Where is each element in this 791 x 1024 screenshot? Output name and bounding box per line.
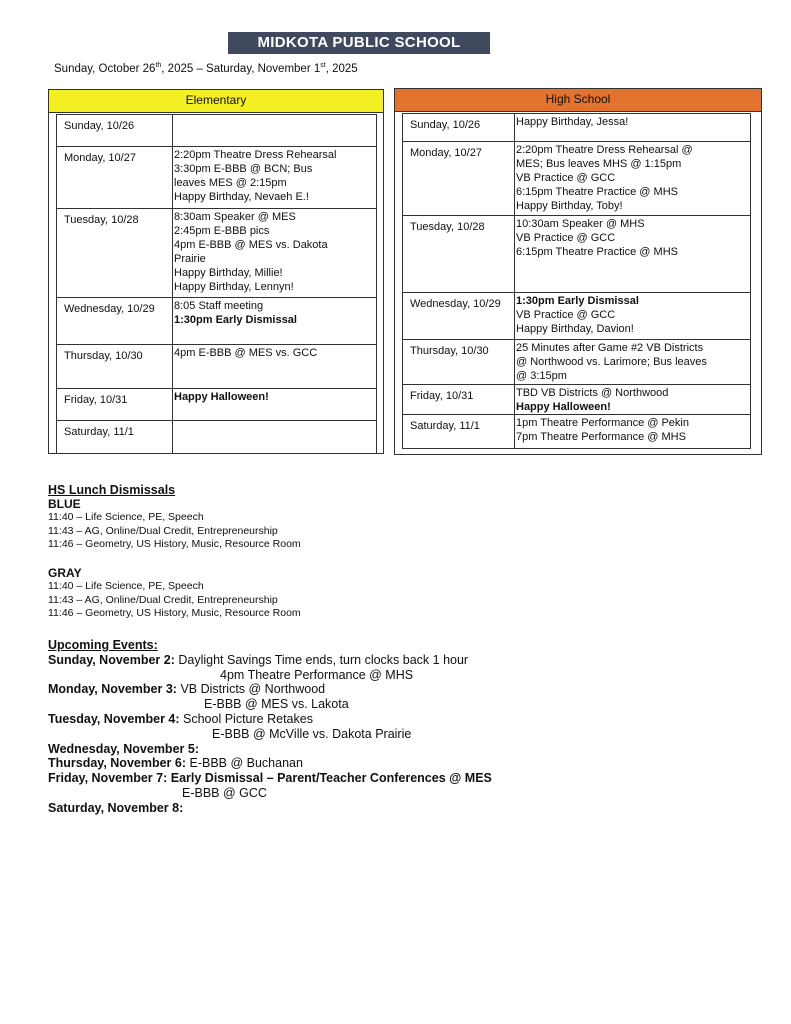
gray-line: 11:40 – Life Science, PE, Speech [48, 580, 204, 592]
day-row [57, 421, 377, 454]
event-line: VB Practice @ GCC [516, 232, 616, 244]
event-line: E-BBB @ GCC [182, 785, 267, 800]
day-row [403, 415, 751, 449]
day-cell: Thursday, 10/30 [403, 340, 515, 385]
day-cell: Wednesday, 10/29 [57, 298, 173, 345]
event-line: VB Practice @ GCC [516, 172, 616, 184]
events-cell [173, 209, 377, 298]
event-day-label: Friday, November 7: [48, 771, 168, 786]
high-school-table [402, 113, 751, 449]
day-row [403, 142, 751, 216]
events-cell [173, 389, 377, 421]
day-cell: Tuesday, 10/28 [57, 209, 173, 298]
events-cell [515, 293, 751, 340]
event-day-label: Monday, November 3: [48, 682, 177, 697]
event-line: Happy Birthday, Davion! [516, 323, 634, 335]
event-line: Happy Halloween! [516, 401, 611, 413]
day-cell: Tuesday, 10/28 [403, 216, 515, 293]
event-line: Happy Birthday, Millie! [174, 267, 283, 279]
event-line: 6:15pm Theatre Practice @ MHS [516, 186, 678, 198]
events-cell [515, 385, 751, 415]
gray-label: GRAY [48, 565, 82, 580]
elementary-header: Elementary [49, 90, 383, 113]
elementary-calendar [48, 89, 384, 454]
event-line: 25 Minutes after Game #2 VB Districts [516, 342, 704, 354]
event-line: 10:30am Speaker @ MHS [516, 218, 645, 230]
day-row [403, 216, 751, 293]
event-line: E-BBB @ McVille vs. Dakota Prairie [212, 726, 412, 741]
event-line: 8:30am Speaker @ MES [174, 211, 296, 223]
event-line: VB Districts @ Northwood [180, 682, 326, 697]
event-line: Happy Halloween! [174, 391, 269, 403]
blue-line: 11:40 – Life Science, PE, Speech [48, 511, 204, 523]
event-line: Happy Birthday, Toby! [516, 200, 623, 212]
gray-line: 11:46 – Geometry, US History, Music, Resource Room [48, 607, 301, 619]
event-line: @ Northwood vs. Larimore; Bus leaves [516, 356, 707, 368]
day-row [403, 385, 751, 415]
events-cell [515, 114, 751, 142]
event-line: E-BBB @ Buchanan [189, 756, 303, 771]
day-cell: Sunday, 10/26 [57, 115, 173, 147]
event-line: @ 3:15pm [516, 370, 567, 382]
events-cell [515, 216, 751, 293]
day-cell: Monday, 10/27 [403, 142, 515, 216]
day-row [57, 147, 377, 209]
events-cell [515, 142, 751, 216]
event-line: Happy Birthday, Jessa! [516, 116, 629, 128]
day-cell: Thursday, 10/30 [57, 345, 173, 389]
day-cell: Friday, 10/31 [57, 389, 173, 421]
event-line: School Picture Retakes [183, 711, 313, 726]
event-day-label: Wednesday, November 5: [48, 741, 199, 756]
event-line: 3:30pm E-BBB @ BCN; Bus [174, 163, 313, 175]
event-line: 4pm E-BBB @ MES vs. GCC [174, 347, 318, 359]
day-row [57, 389, 377, 421]
gray-line: 11:43 – AG, Online/Dual Credit, Entrepreneurship [48, 593, 278, 606]
event-line: 7pm Theatre Performance @ MHS [516, 431, 686, 443]
event-line: Early Dismissal – Parent/Teacher Conferences @ MES [170, 771, 492, 786]
day-cell: Wednesday, 10/29 [403, 293, 515, 340]
events-cell [173, 147, 377, 209]
events-cell [515, 340, 751, 385]
day-cell: Saturday, 11/1 [403, 415, 515, 449]
event-line: VB Practice @ GCC [516, 309, 616, 321]
event-line: 1:30pm Early Dismissal [174, 314, 297, 326]
event-day-label: Saturday, November 8: [48, 800, 184, 815]
event-line: 2:45pm E-BBB pics [174, 225, 270, 237]
event-line: 6:15pm Theatre Practice @ MHS [516, 246, 678, 258]
day-row [403, 340, 751, 385]
day-row [57, 115, 377, 147]
week-date-range: Sunday, October 26th, 2025 – Saturday, November 1st, 2025 [54, 62, 358, 75]
events-cell [173, 115, 377, 147]
event-line: 4pm Theatre Performance @ MHS [220, 667, 414, 682]
event-day-label: Thursday, November 6: [48, 756, 187, 771]
event-line: Daylight Savings Time ends, turn clocks back 1 hour [178, 652, 469, 667]
event-line: E-BBB @ MES vs. Lakota [204, 697, 349, 712]
blue-line: 11:43 – AG, Online/Dual Credit, Entrepreneurship [48, 524, 278, 537]
blue-line: 11:46 – Geometry, US History, Music, Resource Room [48, 538, 301, 550]
event-day-label: Tuesday, November 4: [48, 711, 180, 726]
school-title: MIDKOTA PUBLIC SCHOOL [228, 32, 490, 54]
day-row [403, 293, 751, 340]
events-cell [515, 415, 751, 449]
upcoming-title: Upcoming Events: [48, 638, 158, 652]
day-cell: Friday, 10/31 [403, 385, 515, 415]
event-line: Happy Birthday, Lennyn! [174, 281, 294, 293]
event-line: 1:30pm Early Dismissal [516, 295, 639, 307]
event-line: 4pm E-BBB @ MES vs. Dakota [174, 239, 328, 251]
lunch-dismissals [48, 484, 301, 621]
event-line: 1pm Theatre Performance @ Pekin [516, 417, 689, 429]
elementary-table [56, 114, 377, 454]
upcoming-events [48, 638, 492, 816]
day-cell: Sunday, 10/26 [403, 114, 515, 142]
blue-label: BLUE [48, 496, 81, 511]
day-row [57, 345, 377, 389]
event-line: MES; Bus leaves MHS @ 1:15pm [516, 158, 682, 170]
event-line: 2:20pm Theatre Dress Rehearsal [174, 149, 337, 161]
event-line: Prairie [174, 253, 206, 265]
events-cell [173, 345, 377, 389]
event-day-label: Sunday, November 2: [48, 652, 175, 667]
event-line: 2:20pm Theatre Dress Rehearsal @ [516, 144, 693, 156]
high-school-header: High School [395, 89, 761, 112]
events-cell [173, 421, 377, 454]
events-cell [173, 298, 377, 345]
lunch-title: HS Lunch Dismissals [48, 483, 176, 497]
day-row [403, 114, 751, 142]
event-line: leaves MES @ 2:15pm [174, 177, 287, 189]
event-line: TBD VB Districts @ Northwood [516, 387, 669, 399]
high-school-calendar [394, 88, 762, 455]
event-line: Happy Birthday, Nevaeh E.! [174, 191, 309, 203]
event-line: 8:05 Staff meeting [174, 300, 264, 312]
day-row [57, 209, 377, 298]
day-cell: Monday, 10/27 [57, 147, 173, 209]
day-row [57, 298, 377, 345]
day-cell: Saturday, 11/1 [57, 421, 173, 454]
